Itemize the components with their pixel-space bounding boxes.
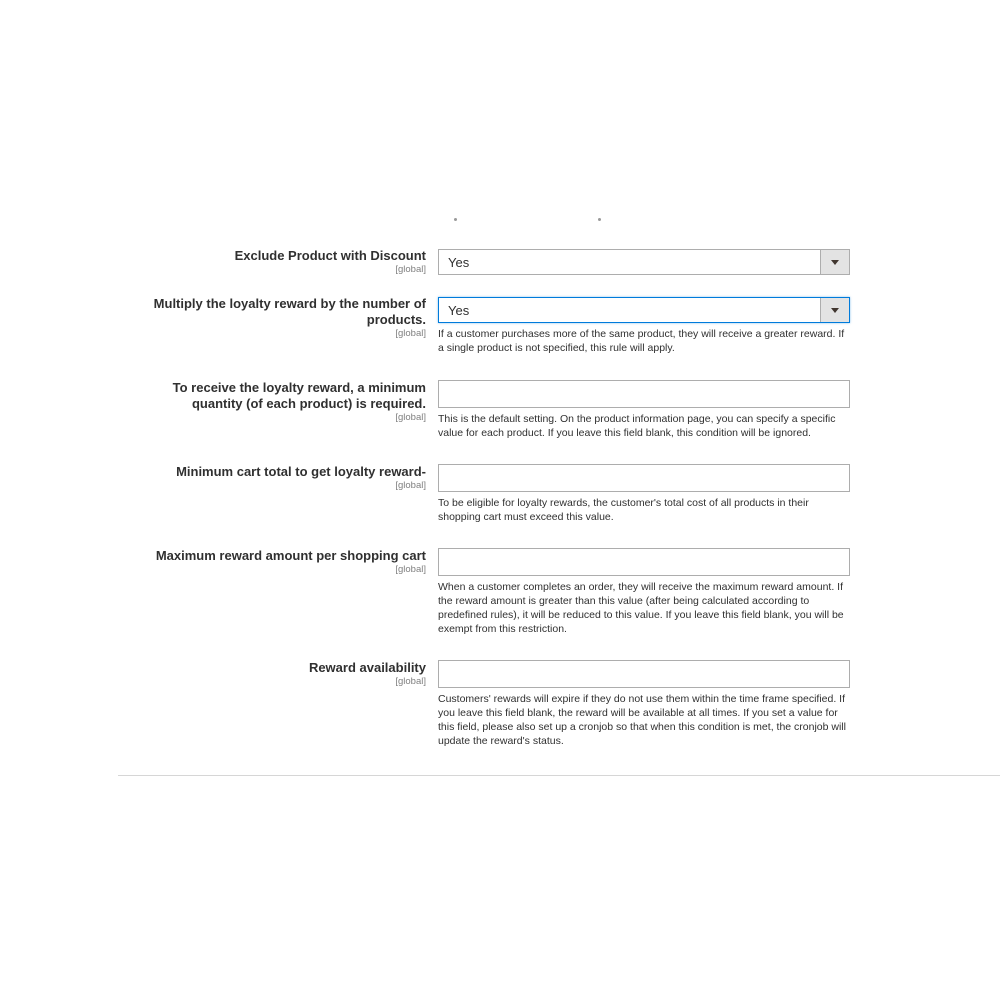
label-column	[120, 548, 426, 576]
field-label: Multiply the loyalty reward by the number of products.	[153, 296, 426, 327]
scope-label: [global]	[395, 564, 426, 575]
field-note: If a customer purchases more of the same product, they will receive a greater reward. If a single product is not specified, this rule will apply.	[438, 328, 845, 354]
scope-label: [global]	[395, 264, 426, 275]
field-column	[438, 249, 850, 275]
scope-label: [global]	[395, 480, 426, 491]
field-column	[438, 548, 850, 636]
label-column	[120, 296, 426, 340]
label-column	[120, 464, 426, 492]
field-column	[438, 464, 850, 524]
field-label: Maximum reward amount per shopping cart	[155, 548, 426, 563]
field-column	[438, 297, 850, 355]
select-value: Yes	[448, 303, 470, 318]
chevron-down-icon	[831, 308, 839, 313]
label-column	[120, 660, 426, 688]
field-label: To receive the loyalty reward, a minimum quantity (of each product) is required.	[172, 380, 426, 411]
field-note: This is the default setting. On the product information page, you can specify a specific value for each product. If you leave this field blank, this condition will be ignored.	[438, 413, 836, 439]
field-note: When a customer completes an order, they will receive the maximum reward amount. If the reward amount is greater than this value (after being calculated according to predefined rules), it will be reduced to this value. If you leave this field blank, you will be exempt from this restriction.	[438, 581, 844, 635]
select-arrow-button[interactable]	[820, 250, 849, 274]
field-label: Exclude Product with Discount	[234, 248, 426, 263]
chevron-down-icon	[831, 260, 839, 265]
section-divider	[118, 775, 1000, 776]
minimum-cart-total-input[interactable]	[438, 464, 850, 492]
select-arrow-button[interactable]	[820, 298, 849, 322]
field-column	[438, 380, 850, 440]
field-note: Customers' rewards will expire if they do not use them within the time frame specified. If you leave this field blank, the reward will be available at all times. If you set a value for this field, please also set up a cronjob so that when this condition is met, the cronjob will update the reward's status.	[438, 693, 846, 747]
field-note: To be eligible for loyalty rewards, the customer's total cost of all products in their shopping cart must exceed this value.	[438, 497, 809, 523]
exclude-discount-select[interactable]	[438, 249, 850, 275]
label-column	[120, 248, 426, 276]
minimum-quantity-input[interactable]	[438, 380, 850, 408]
field-label: Reward availability	[308, 660, 426, 675]
label-column	[120, 380, 426, 424]
maximum-reward-input[interactable]	[438, 548, 850, 576]
reward-availability-input[interactable]	[438, 660, 850, 688]
select-value: Yes	[448, 255, 470, 270]
scope-label: [global]	[395, 328, 426, 339]
field-column	[438, 660, 850, 748]
field-label: Minimum cart total to get loyalty reward-	[176, 464, 426, 479]
scope-label: [global]	[395, 412, 426, 423]
cropped-text-remnant	[440, 214, 610, 226]
multiply-reward-select[interactable]	[438, 297, 850, 323]
scope-label: [global]	[395, 676, 426, 687]
